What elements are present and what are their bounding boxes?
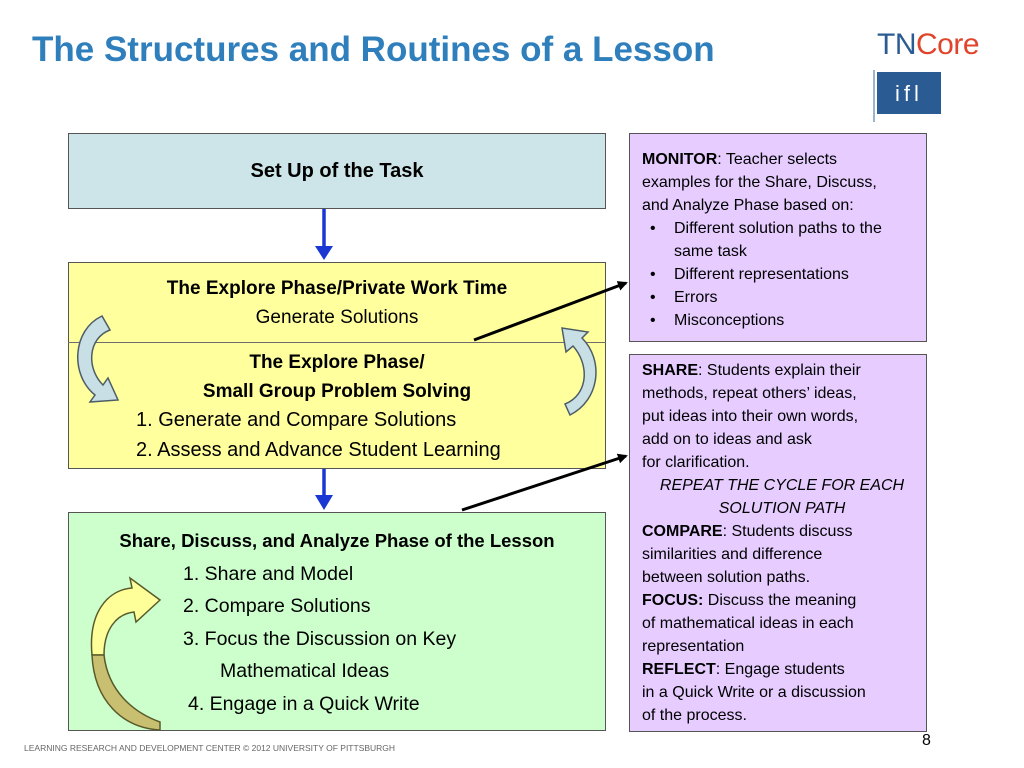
share-text: : Students explain their: [698, 362, 861, 379]
monitor-line-2: examples for the Share, Discuss,: [642, 174, 877, 191]
monitor-bullet: • Different solution paths to the same task: [674, 217, 920, 263]
monitor-line-3: and Analyze Phase based on:: [642, 197, 854, 214]
monitor-label: MONITOR: [642, 151, 718, 168]
reflect-line-2: in a Quick Write or a discussion: [642, 684, 866, 701]
focus-label: FOCUS:: [642, 592, 704, 609]
focus-line-2: of mathematical ideas in each: [642, 615, 854, 632]
repeat-cycle-line-2: SOLUTION PATH: [718, 500, 846, 517]
explore-small-group-title-line2: Small Group Problem Solving: [202, 381, 472, 402]
monitor-bullet: • Misconceptions: [674, 309, 920, 332]
share-list-item: 2. Compare Solutions: [183, 595, 371, 617]
slide-footer: LEARNING RESEARCH AND DEVELOPMENT CENTER © 2012 UNIVERSITY OF PITTSBURGH: [24, 743, 396, 753]
explore-list-item: 2. Assess and Advance Student Learning: [136, 439, 501, 461]
share-list-item: 3. Focus the Discussion on Key: [183, 628, 457, 650]
compare-label: COMPARE: [642, 523, 723, 540]
reflect-label: REFLECT: [642, 661, 716, 678]
cycle-arrow-left-icon: [78, 316, 118, 402]
monitor-bullet: • Different representations: [674, 263, 920, 286]
share-list-item-continuation: Mathematical Ideas: [220, 660, 390, 682]
share-list-item: 1. Share and Model: [183, 563, 354, 585]
page-number: 8: [922, 732, 931, 749]
pointer-arrow-to-monitor: [474, 283, 626, 340]
flow-arrow-setup-to-explore: [315, 209, 333, 260]
share-line-4: add on to ideas and ask: [642, 431, 812, 448]
focus-line-3: representation: [642, 638, 745, 655]
flow-arrow-explore-to-share: [315, 469, 333, 510]
share-line-3: put ideas into their own words,: [642, 408, 859, 425]
share-discuss-title: Share, Discuss, and Analyze Phase of the Lesson: [119, 530, 555, 551]
repeat-cycle-line-1: REPEAT THE CYCLE FOR EACH: [659, 477, 905, 494]
monitor-text: : Teacher selects: [717, 151, 838, 168]
share-line-5: for clarification.: [642, 454, 750, 471]
pointer-arrow-to-share-panel: [462, 456, 626, 510]
compare-line-2: similarities and difference: [642, 546, 823, 563]
reflect-text: : Engage students: [715, 661, 845, 678]
focus-text: Discuss the meaning: [703, 592, 857, 609]
setup-task-title: Set Up of the Task: [250, 159, 424, 182]
reflect-line-3: of the process.: [642, 707, 747, 724]
logo-core-text: Core: [916, 28, 980, 61]
compare-text: : Students discuss: [722, 523, 853, 540]
compare-line-3: between solution paths.: [642, 569, 811, 586]
ifl-logo: ifl: [877, 72, 941, 114]
explore-private-subtitle: Generate Solutions: [255, 307, 419, 328]
explore-private-title: The Explore Phase/Private Work Time: [166, 278, 508, 299]
share-label: SHARE: [642, 362, 699, 379]
logo-tn-text: TN: [877, 28, 916, 61]
explore-small-group-title-line1: The Explore Phase/: [249, 352, 425, 373]
cycle-arrow-share-icon: [91, 578, 160, 730]
slide-title: The Structures and Routines of a Lesson: [32, 30, 715, 69]
cycle-arrow-right-icon: [562, 328, 596, 415]
explore-list-item: 1. Generate and Compare Solutions: [136, 409, 457, 431]
share-line-2: methods, repeat others’ ideas,: [642, 385, 857, 402]
monitor-bullet: • Errors: [674, 286, 920, 309]
share-list-item: 4. Engage in a Quick Write: [188, 693, 420, 715]
